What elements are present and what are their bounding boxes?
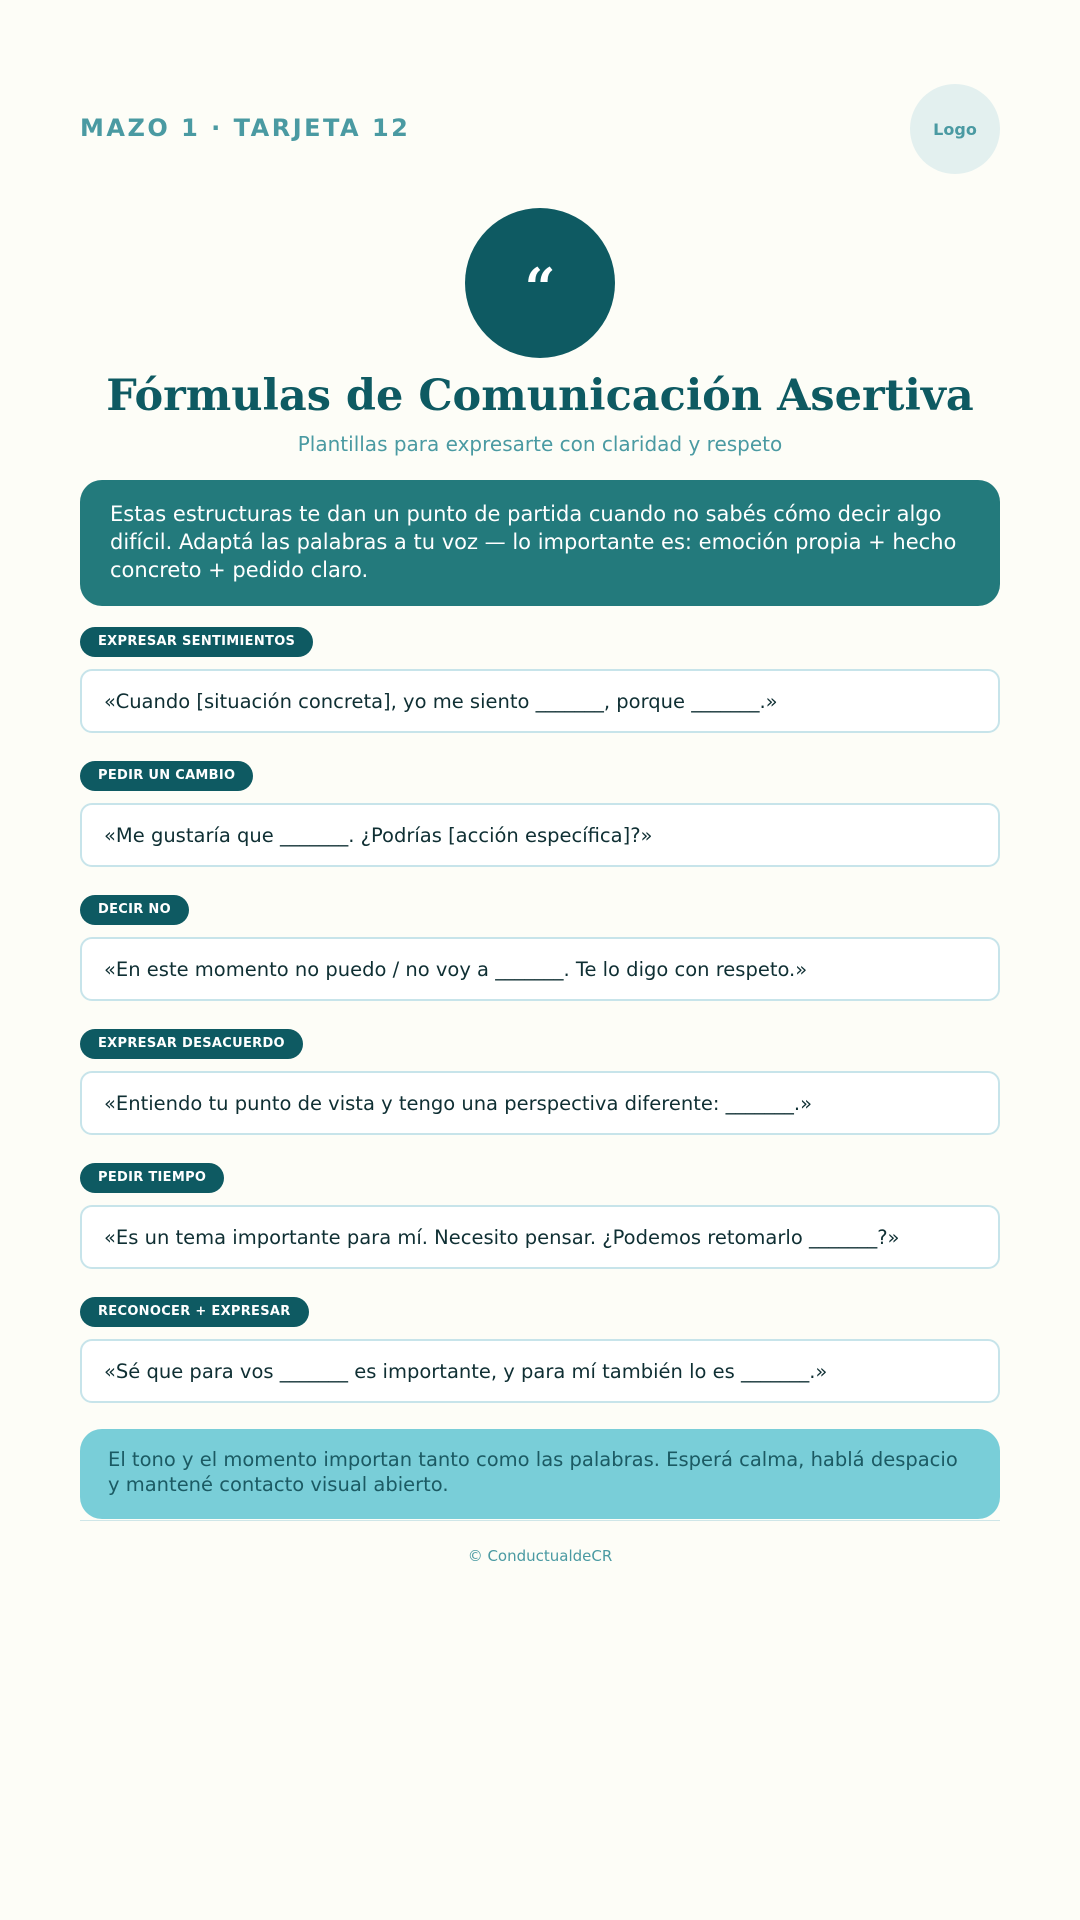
formula-pedir-tiempo: [80, 1163, 1000, 1269]
formula-template: «Es un tema importante para mí. Necesito pensar. ¿Podemos retomarlo _______?»: [80, 1205, 1000, 1269]
formula-template: «Sé que para vos _______ es importante, y para mí también lo es _______.»: [80, 1339, 1000, 1403]
footer-credit: © ConductualdeCR: [467, 1547, 613, 1565]
formula-pedir-un-cambio: [80, 761, 1000, 867]
formula-tag: EXPRESAR DESACUERDO: [80, 1029, 303, 1059]
formula-template: «Cuando [situación concreta], yo me siento _______, porque _______.»: [80, 669, 1000, 733]
page-subtitle: Plantillas para expresarte con claridad y respeto: [297, 432, 783, 456]
formula-tag: DECIR NO: [80, 895, 189, 925]
formula-expresar-sentimientos: [80, 627, 1000, 733]
page-title: Fórmulas de Comunicación Asertiva: [106, 371, 974, 421]
formula-tag: PEDIR UN CAMBIO: [80, 761, 253, 791]
header: [80, 84, 1000, 174]
formula-tag: RECONOCER + EXPRESAR: [80, 1297, 309, 1327]
formula-template: «Me gustaría que _______. ¿Podrías [acción específica]?»: [80, 803, 1000, 867]
formula-tag: PEDIR TIEMPO: [80, 1163, 224, 1193]
quote-glyph: “: [524, 256, 556, 320]
quote-icon: [465, 208, 615, 358]
formula-tag: EXPRESAR SENTIMIENTOS: [80, 627, 313, 657]
formula-decir-no: [80, 895, 1000, 1001]
logo: Logo: [910, 84, 1000, 174]
formula-template: «En este momento no puedo / no voy a _______. Te lo digo con respeto.»: [80, 937, 1000, 1001]
divider: [80, 1520, 1000, 1521]
deck-label: MAZO 1 · TARJETA 12: [80, 114, 411, 142]
tip-panel: El tono y el momento importan tanto como las palabras. Esperá calma, hablá despacio y mantené contacto visual abierto.: [80, 1429, 1000, 1519]
intro-panel: Estas estructuras te dan un punto de partida cuando no sabés cómo decir algo difícil. Adaptá las palabras a tu voz — lo importante es: emoción propia + hecho concreto + pedido claro.: [80, 480, 1000, 606]
formula-reconocer-expresar: [80, 1297, 1000, 1403]
formula-expresar-desacuerdo: [80, 1029, 1000, 1135]
formula-template: «Entiendo tu punto de vista y tengo una perspectiva diferente: _______.»: [80, 1071, 1000, 1135]
